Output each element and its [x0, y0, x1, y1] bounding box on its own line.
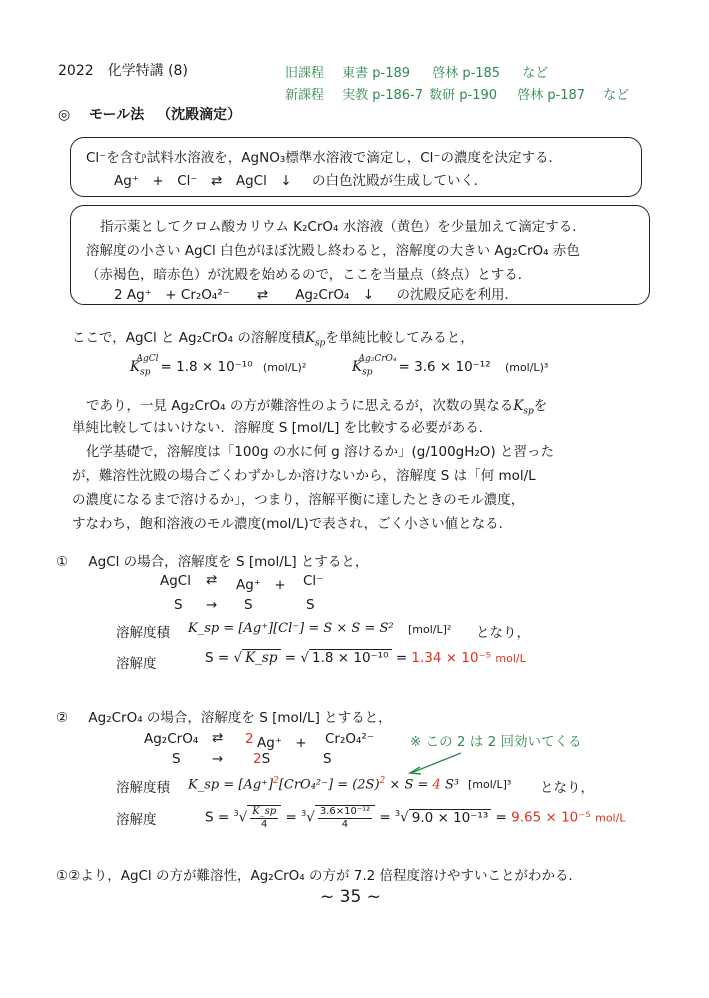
case2-ksp-part-c: × S =	[389, 777, 429, 793]
case1-number: ①	[56, 554, 69, 570]
indicator-line-3: （赤褐色，暗赤色）が沈殿を始めるので，ここを当量点（終点）とする．	[86, 267, 532, 283]
chromate-equation	[114, 283, 518, 303]
case2-eq-arrow: ⇄	[212, 730, 224, 746]
case2-solubility-unit: mol/L	[595, 811, 626, 825]
ksp-ag2cro4	[352, 354, 549, 378]
case2-note: ※ この 2 は 2 回効いてくる	[410, 734, 582, 750]
case2-ksp-part-d: S³	[444, 777, 460, 793]
case1-eq-cl: Cl⁻	[303, 573, 324, 589]
case2-frac-1-den: 4	[261, 818, 268, 830]
case1-intro	[56, 550, 368, 570]
case2-eq-ag: Ag⁺ +	[257, 735, 307, 751]
indicator-line-2: 溶解度の小さい AgCl 白色がほぼ沈殿し終わると，溶解度の大きい Ag₂CrO₄ 赤色	[86, 243, 580, 259]
page-number: ~ 35 ~	[320, 887, 381, 907]
ksp-symbol: $K_{sp}$	[304, 330, 326, 349]
case1-eq-arrow: ⇄	[206, 572, 218, 588]
section-mark: ◎	[58, 107, 71, 123]
old-ref-3: など	[522, 66, 549, 81]
case1-eq-ag: Ag⁺ +	[236, 577, 286, 593]
case2-cube-root-value: 9.0 × 10⁻¹³	[409, 809, 492, 826]
case2-frac-2-den: 4	[341, 818, 349, 830]
case2-eq-cro4: Cr₂O₄²⁻	[325, 731, 374, 747]
sqrt-sign: √	[238, 809, 248, 826]
new-ref-2: 数研 p-190	[429, 88, 498, 103]
ksp-agcl-unit: (mol/L)²	[262, 360, 307, 374]
old-curriculum-row	[285, 62, 548, 81]
case1-eq-left: AgCl	[160, 573, 191, 589]
case2-intro-text: Ag₂CrO₄ の場合，溶解度を S [mol/L] とすると，	[88, 710, 392, 726]
body-line-2-tail: を	[533, 398, 548, 414]
case1-s-1: S	[174, 597, 183, 613]
ksp-agcl-symbol: $K_{sp}^{AgCl}$	[130, 354, 159, 378]
sqrt-sign: √	[400, 809, 409, 826]
case1-ksp-expr: K_sp = [Ag⁺][Cl⁻] = S × S = S²	[188, 621, 394, 636]
section-heading	[58, 104, 241, 124]
precipitation-equation	[114, 169, 487, 189]
case1-s-arrow: →	[206, 597, 218, 613]
ag2cro4-equation: 2 Ag⁺ + Cr₂O₄²⁻ ⇄ Ag₂CrO₄ ↓	[114, 287, 375, 303]
case2-ksp-exp-2: 2	[379, 776, 386, 786]
case1-sol-s: S =	[205, 650, 230, 666]
sqrt-sign: √	[300, 650, 310, 666]
case2-sol-expr: S = $^3$√ $\frac{K\_sp}{4}$ = $^3$√ $\frac{\text{3.6×10⁻¹²}}{4}$ = $^3$√ 9.0 × 10⁻¹³ = 9.65 × 10⁻⁵ mol/L	[205, 805, 626, 830]
case1-eq-sign-1: =	[284, 650, 297, 666]
case2-eq-left: Ag₂CrO₄	[144, 731, 199, 747]
case2-frac-2-num: 3.6×10⁻¹²	[319, 805, 371, 817]
ksp-agcl-value: = 1.8 × 10⁻¹⁰	[160, 358, 253, 375]
ksp-ag2cro4-value: = 3.6 × 10⁻¹²	[398, 358, 491, 375]
procedure-text: Cl⁻を含む試料水溶液を，AgNO₃標準水溶液で滴定し，Cl⁻の濃度を決定する．	[86, 150, 563, 166]
case2-ksp-part-b: [CrO₄²⁻] = (2S)	[278, 777, 380, 793]
case2-sol-label: 溶解度	[116, 812, 157, 828]
case2-ksp-exp-1: 2	[273, 776, 279, 786]
section-subtitle: （沈殿滴定）	[157, 107, 242, 123]
comparison-intro	[72, 326, 474, 349]
case2-frac-2	[315, 805, 375, 831]
case1-s-3: S	[306, 597, 315, 613]
old-ref-1: 東書 p-189	[342, 66, 411, 81]
conclusion: ①②より，AgCl の方が難溶性，Ag₂CrO₄ の方が 7.2 倍程度溶けやすいことがわかる．	[56, 868, 583, 884]
body-line-3: 単純比較してはいけない．溶解度 S [mol/L] を比較する必要がある．	[72, 420, 493, 436]
case1-eq-sign-2: =	[395, 650, 408, 666]
case2-s-1: S	[172, 751, 181, 767]
course-title: 2022 化学特講 (8)	[58, 63, 188, 79]
new-curriculum-row	[285, 84, 629, 103]
case2-s-arrow: →	[212, 751, 224, 767]
case1-s-2: S	[244, 597, 253, 613]
body-line-6: の濃度になるまで溶けるか」，つまり，溶解平衡に達したときのモル濃度，	[72, 492, 525, 508]
section-title: モール法	[89, 107, 145, 123]
case1-ksp-tail: となり，	[476, 625, 530, 641]
old-ref-2: 啓林 p-185	[432, 66, 501, 81]
new-ref-4: など	[603, 88, 630, 103]
body-line-7: すなわち，飽和溶液のモル濃度(mol/L)で表され，ごく小さい値となる．	[72, 516, 513, 532]
body-line-5: が，難溶性沈殿の場合ごくわずかしか溶けないから，溶解度 S は「何 mol/L	[72, 468, 536, 484]
case2-s-3: S	[323, 751, 332, 767]
case2-solubility-value: 9.65 × 10⁻⁵	[511, 809, 591, 826]
case2-ksp-unit: [mol/L]³	[468, 778, 512, 791]
case1-intro-text: AgCl の場合，溶解度を S [mol/L] とすると，	[88, 554, 369, 570]
case1-sqrt-ksp: K_sp	[242, 649, 280, 666]
case2-s-2: 2S	[253, 751, 271, 767]
note-arrow	[405, 750, 465, 778]
sqrt-sign: √	[306, 809, 315, 826]
case2-frac-1	[247, 805, 281, 831]
agcl-equation: Ag⁺ + Cl⁻ ⇄ AgCl ↓	[114, 173, 292, 189]
ksp-ag2cro4-unit: (mol/L)³	[504, 360, 549, 374]
case2-ksp-tail: となり，	[540, 780, 594, 796]
case2-ksp-part-a: K_sp = [Ag⁺]	[188, 777, 274, 793]
case2-intro	[56, 706, 392, 726]
ag2cro4-equation-note: の沈殿反応を利用．	[396, 287, 519, 303]
sqrt-sign: √	[233, 650, 243, 666]
body-line-4: 化学基礎で，溶解度は「100g の水に何 g 溶けるか」(g/100gH₂O) と習った	[86, 444, 554, 460]
case2-number: ②	[56, 710, 69, 726]
body-line-2	[86, 394, 547, 417]
new-ref-3: 啓林 p-187	[517, 88, 586, 103]
body-line-2-text: であり，一見 Ag₂CrO₄ の方が難溶性のように思えるが，次数の異なる	[86, 398, 514, 414]
new-ref-1: 実教 p-186-7	[342, 88, 424, 103]
case1-sol-expr	[205, 650, 526, 666]
case1-ksp-unit: [mol/L]²	[408, 623, 452, 636]
case1-sol-label: 溶解度	[116, 656, 157, 672]
case2-ksp-expr	[188, 776, 459, 792]
ksp-symbol-2: $K_{sp}$	[513, 398, 534, 417]
case2-ksp-coef: 4	[432, 777, 441, 793]
case2-ksp-label: 溶解度積	[116, 780, 170, 796]
case1-solubility-unit: mol/L	[495, 652, 526, 665]
comparison-intro-text: ここで，AgCl と Ag₂CrO₄ の溶解度積	[72, 330, 305, 346]
case1-solubility-value: 1.34 × 10⁻⁵	[411, 650, 492, 666]
case1-ksp-label: 溶解度積	[116, 625, 170, 641]
indicator-line-1: 指示薬としてクロム酸カリウム K₂CrO₄ 水溶液（黄色）を少量加えて滴定する．	[100, 219, 586, 235]
new-curriculum-label: 新課程	[285, 88, 325, 103]
case2-frac-1-num: K_sp	[252, 805, 277, 817]
old-curriculum-label: 旧課程	[285, 66, 325, 81]
agcl-equation-note: の白色沈殿が生成していく．	[311, 173, 488, 189]
comparison-intro-tail: を単純比較してみると，	[325, 330, 474, 346]
ksp-ag2cro4-symbol: $K_{sp}^{Ag_2CrO_4}$	[352, 354, 397, 378]
case2-eq-coef: 2	[245, 731, 254, 747]
case1-sqrt-value: 1.8 × 10⁻¹⁰	[309, 649, 392, 666]
ksp-agcl	[130, 354, 307, 378]
case2-sol-s: S =	[205, 809, 230, 826]
